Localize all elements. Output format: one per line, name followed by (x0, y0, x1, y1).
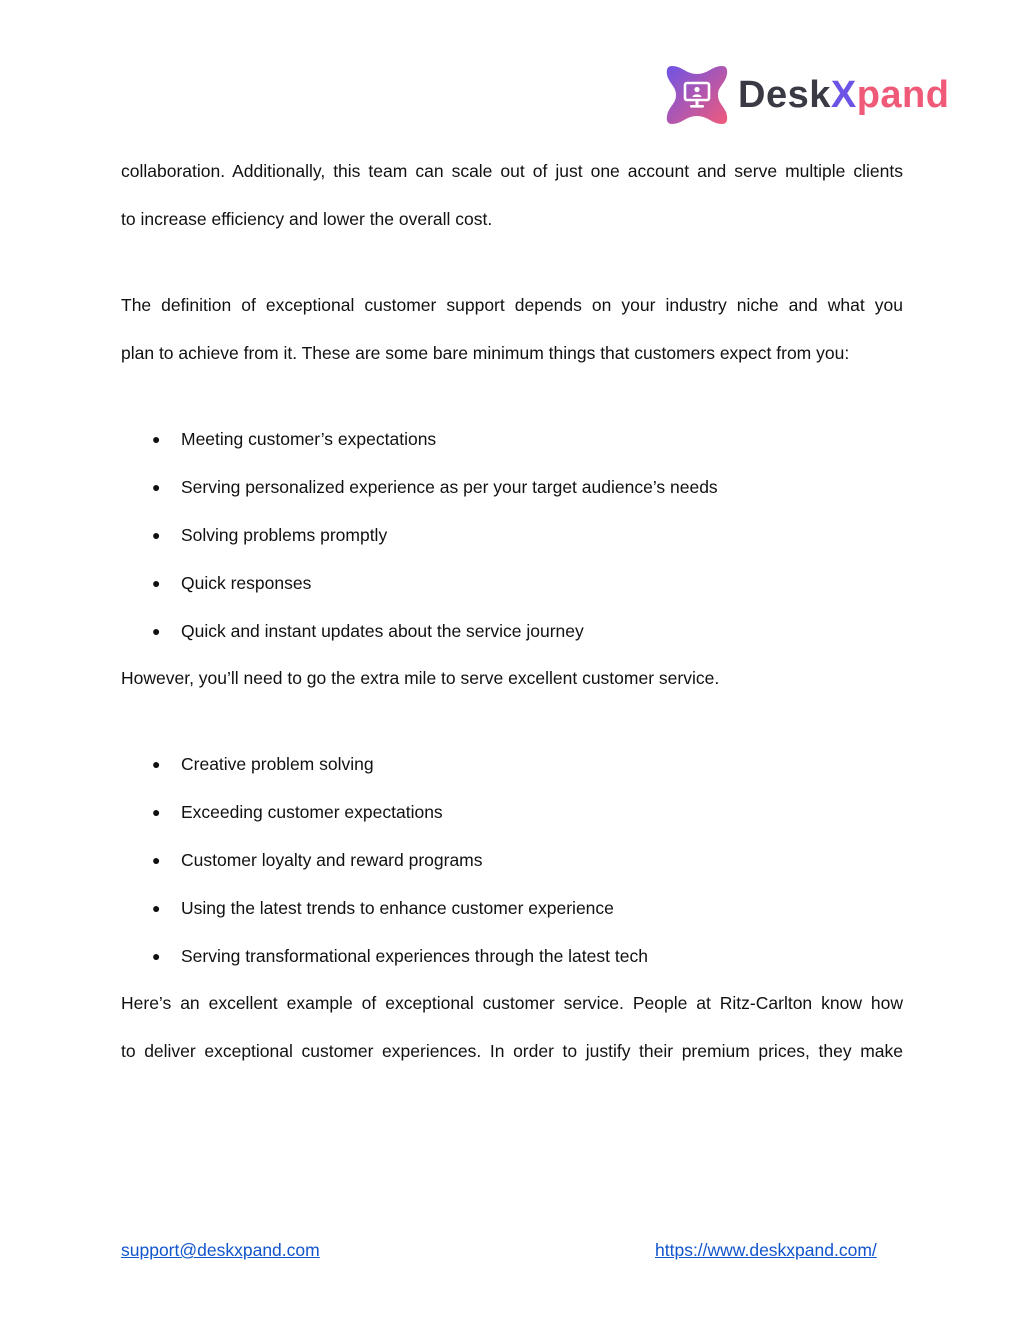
list-item-text: Quick responses (181, 573, 312, 593)
bullet-dot-icon: ● (152, 431, 161, 447)
deskxpand-logo (664, 60, 949, 130)
list-item (0, 740, 1024, 788)
list-item-text: Customer loyalty and reward programs (181, 850, 483, 870)
list-item (0, 788, 1024, 836)
paragraph-line: Here’s an excellent example of exceptional customer service. People at Ritz-Carlton know how (121, 993, 903, 1013)
paragraph-line: plan to achieve from it. These are some bare minimum things that customers expect from you: (121, 343, 850, 363)
bullet-list-excellent-service (0, 740, 1024, 980)
bullet-dot-icon: ● (152, 756, 161, 772)
list-item-text: Serving transformational experiences through the latest tech (181, 946, 648, 966)
bullet-dot-icon: ● (152, 623, 161, 639)
footer-website-link[interactable]: https://www.deskxpand.com/ (655, 1240, 877, 1260)
paragraph-extra-mile (121, 654, 903, 702)
list-item (0, 607, 1024, 655)
paragraph-collaboration (121, 147, 903, 243)
bullet-dot-icon: ● (152, 852, 161, 868)
paragraph-line: to deliver exceptional customer experiences. In order to justify their premium prices, they make (121, 1041, 903, 1061)
paragraph-line: The definition of exceptional customer support depends on your industry niche and what you (121, 295, 903, 315)
monitor-person-icon (664, 62, 730, 128)
paragraph-ritz-carlton (121, 979, 903, 1075)
bullet-list-minimum-expectations (0, 415, 1024, 655)
logo-text-desk: Desk (738, 74, 831, 116)
paragraph-line: However, you’ll need to go the extra mile to serve excellent customer service. (121, 668, 720, 688)
list-item (0, 511, 1024, 559)
paragraph-line: collaboration. Additionally, this team can scale out of just one account and serve multiple clients (121, 161, 903, 181)
list-item-text: Creative problem solving (181, 754, 374, 774)
list-item-text: Solving problems promptly (181, 525, 388, 545)
list-item-text: Serving personalized experience as per your target audience’s needs (181, 477, 718, 497)
logo-text-x: X (830, 74, 857, 116)
list-item (0, 836, 1024, 884)
list-item-text: Exceeding customer expectations (181, 802, 443, 822)
list-item (0, 932, 1024, 980)
paragraph-definition (121, 281, 903, 377)
bullet-dot-icon: ● (152, 900, 161, 916)
list-item-text: Using the latest trends to enhance customer experience (181, 898, 614, 918)
bullet-dot-icon: ● (152, 804, 161, 820)
list-item (0, 463, 1024, 511)
bullet-dot-icon: ● (152, 948, 161, 964)
logo-wordmark (738, 76, 949, 114)
list-item (0, 884, 1024, 932)
list-item-text: Meeting customer’s expectations (181, 429, 437, 449)
bullet-dot-icon: ● (152, 527, 161, 543)
bullet-dot-icon: ● (152, 575, 161, 591)
list-item-text: Quick and instant updates about the service journey (181, 621, 584, 641)
paragraph-line: to increase efficiency and lower the overall cost. (121, 209, 493, 229)
footer-email-link[interactable]: support@deskxpand.com (121, 1240, 320, 1260)
bullet-dot-icon: ● (152, 479, 161, 495)
list-item (0, 415, 1024, 463)
list-item (0, 559, 1024, 607)
logo-text-pand: pand (856, 74, 950, 116)
